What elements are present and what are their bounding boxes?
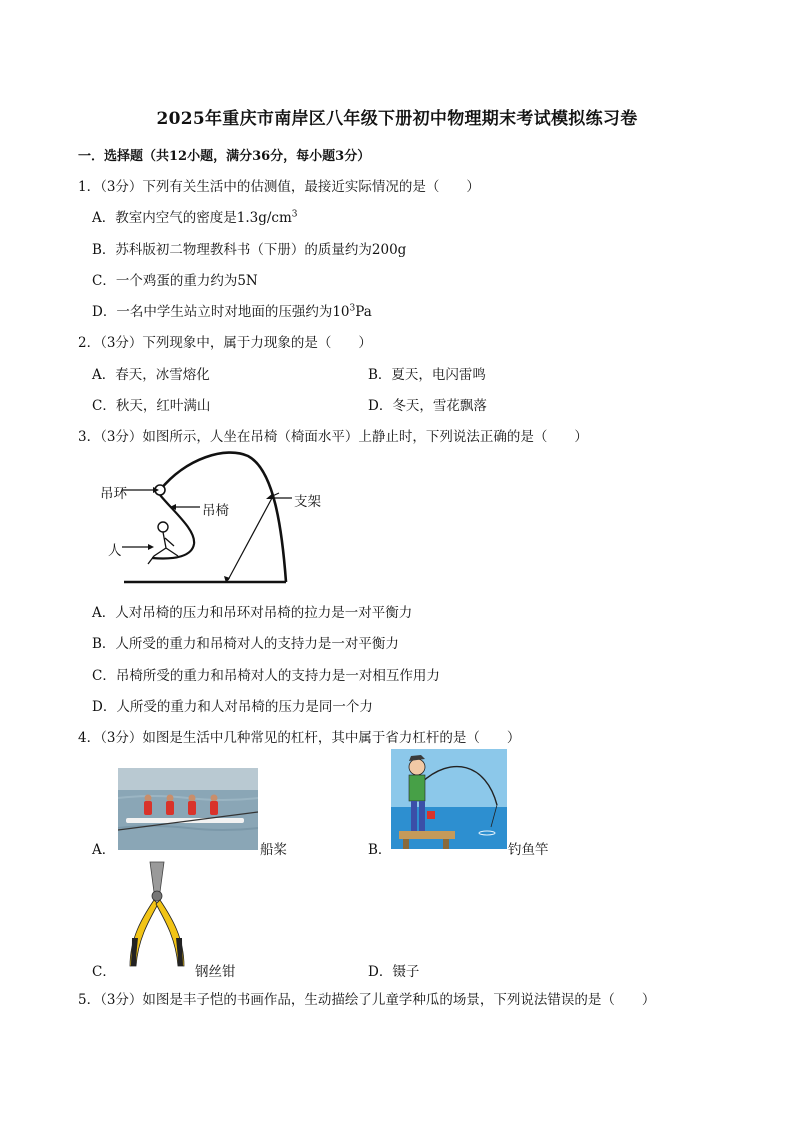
question-4-option-c-name: 钢丝钳: [195, 964, 236, 980]
rowing-boat-image[interactable]: [118, 768, 258, 850]
chair-label: 吊椅: [202, 503, 229, 519]
page-title: 2025年重庆市南岸区八年级下册初中物理期末考试模拟练习卷: [156, 109, 638, 129]
person-head-icon: [158, 522, 168, 532]
question-3-option-a[interactable]: A．人对吊椅的压力和吊环对吊椅的拉力是一对平衡力: [92, 605, 413, 621]
question-3-option-c[interactable]: C．吊椅所受的重力和吊椅对人的支持力是一对相互作用力: [92, 668, 440, 684]
question-1-stem: 1．（3分）下列有关生活中的估测值，最接近实际情况的是（ ）: [78, 179, 480, 195]
pliers-image[interactable]: [122, 858, 192, 970]
ring-label: 吊环: [100, 486, 127, 502]
question-4-option-b-letter[interactable]: B．: [368, 842, 392, 858]
question-4-option-d[interactable]: D．镊子: [368, 964, 420, 980]
fishing-rod-image[interactable]: [391, 749, 507, 849]
pliers-icon: [122, 858, 192, 970]
person-label: 人: [108, 543, 122, 559]
question-1-option-c[interactable]: C．一个鸡蛋的重力约为5N: [92, 273, 258, 289]
question-2-option-a[interactable]: A．春天，冰雪熔化: [92, 367, 210, 383]
question-2-option-d[interactable]: D．冬天，雪花飘落: [368, 398, 487, 414]
question-4-stem: 4．（3分）如图是生活中几种常见的杠杆，其中属于省力杠杆的是（ ）: [78, 730, 521, 746]
frame-label: 支架: [294, 494, 321, 510]
question-3-option-b[interactable]: B．人所受的重力和吊椅对人的支持力是一对平衡力: [92, 636, 399, 652]
question-3-stem: 3．（3分）如图所示，人坐在吊椅（椅面水平）上静止时，下列说法正确的是（ ）: [78, 429, 588, 445]
hammock-chair-figure: [96, 448, 336, 592]
question-1-option-b[interactable]: B．苏科版初二物理教科书（下册）的质量约为200g: [92, 242, 407, 258]
question-4-option-c-letter[interactable]: C．: [92, 964, 116, 980]
question-3-option-d[interactable]: D．人所受的重力和人对吊椅的压力是同一个力: [92, 699, 373, 715]
question-2-option-b[interactable]: B．夏天，电闪雷鸣: [368, 367, 486, 383]
question-5-stem: 5．（3分）如图是丰子恺的书画作品，生动描绘了儿童学种瓜的场景，下列说法错误的是（ ）: [78, 992, 656, 1008]
person-arrow-icon: [148, 544, 154, 550]
question-2-stem: 2．（3分）下列现象中，属于力现象的是（ ）: [78, 335, 372, 351]
question-4-option-a-name: 船桨: [260, 842, 287, 858]
question-4-option-b-name: 钓鱼竿: [508, 842, 549, 858]
question-2-option-c[interactable]: C．秋天，红叶满山: [92, 398, 211, 414]
section-heading: 一．选择题（共12小题，满分36分，每小题3分）: [78, 149, 371, 164]
hammock-chair-diagram: [96, 448, 336, 592]
question-1-option-a[interactable]: A．教室内空气的密度是$1.3g/cm^3$: [92, 209, 298, 226]
question-4-option-a-letter[interactable]: A．: [92, 842, 116, 858]
question-1-option-d[interactable]: D．一名中学生站立时对地面的压强约为$10^3Pa$: [92, 303, 372, 320]
